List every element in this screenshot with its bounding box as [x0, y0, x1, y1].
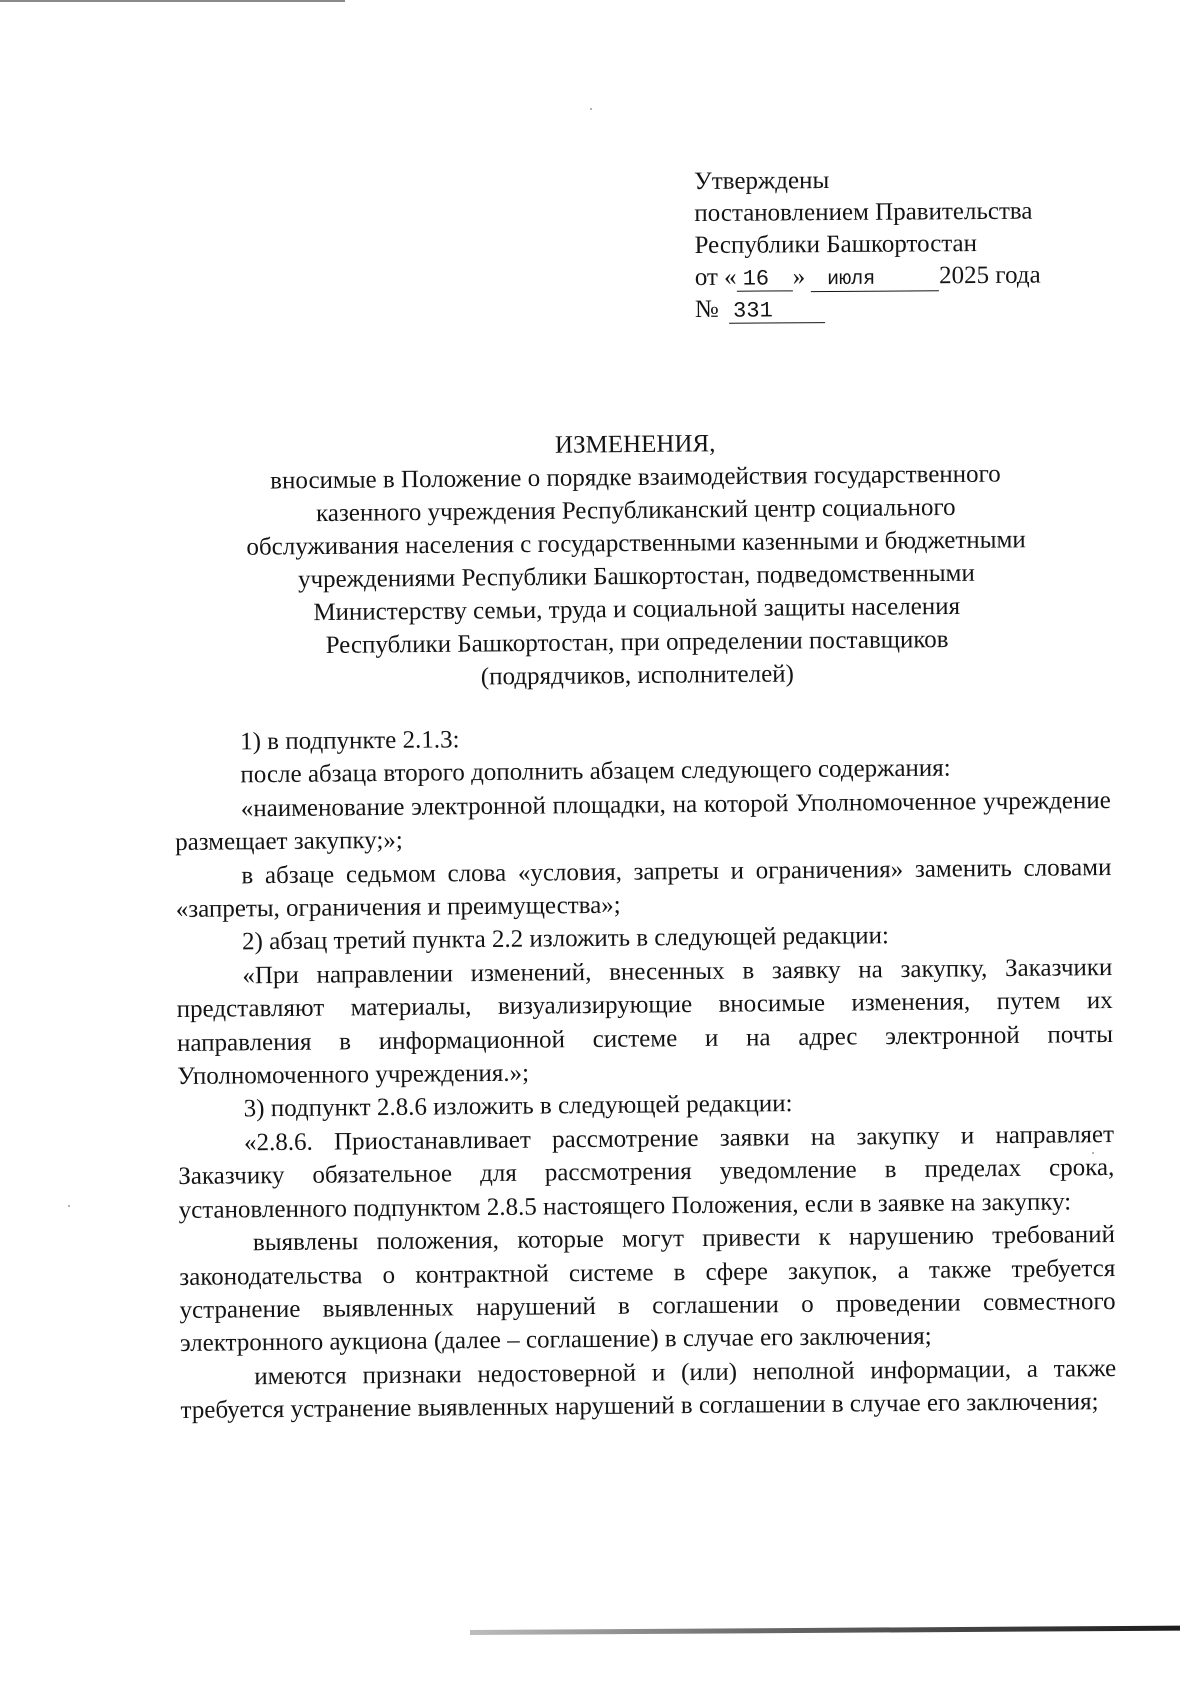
body-paragraph: выявлены положения, которые могут привести к нарушению требований законодательства о контрактной системе в сфере закупок, а также требуется устранение выявленных нарушений в соглашении о проведении совместного электронного аукциона (далее – соглашение) в случае его заключения; [179, 1221, 1116, 1358]
approval-line-approved: Утверждены [694, 167, 830, 195]
approval-number-line [695, 292, 1041, 326]
document-body [174, 717, 1117, 1427]
approval-block [694, 164, 1041, 326]
approval-number: 331 [729, 300, 825, 324]
body-paragraph: 1) в подпункте 2.1.3: [240, 726, 460, 756]
approval-date-line [695, 260, 1041, 294]
title-line: (подрядчиков, исполнителей) [480, 660, 795, 691]
approval-line-republic: Республики Башкортостан [694, 230, 978, 259]
scan-artifact-top-line [0, 0, 345, 2]
number-prefix: № [694, 295, 719, 323]
approval-day: 16 [737, 268, 793, 291]
body-paragraph: после абзаца второго дополнить абзацем следующего содержания: [240, 754, 951, 789]
title-line: учреждениями Республики Башкортостан, подведомственными [297, 559, 975, 594]
body-paragraph: 2) абзац третий пункта 2.2 изложить в следующей редакции: [241, 922, 890, 956]
title-line: Министерству семьи, труда и социальной защиты населения [313, 592, 961, 627]
scan-artifact-speck [590, 108, 592, 110]
approval-month: июля [811, 268, 939, 292]
body-paragraph: в абзаце седьмом слова «условия, запреты и ограничения» заменить словами «запреты, ограничения и преимущества»; [175, 853, 1112, 924]
body-paragraph: «2.8.6. Приостанавливает рассмотрение заявки на закупку и направляет Заказчику обязательное для рассмотрения уведомление в пределах срока, установленного подпунктом 2.8.5 настоящего Положения, если в заявке на закупку: [178, 1120, 1115, 1224]
title-subtitle [170, 457, 1102, 697]
body-paragraph: «наименование электронной площадки, на которой Уполномоченное учреждение размещает закупку;»; [174, 786, 1111, 857]
approval-year: 2025 года [939, 261, 1041, 290]
body-paragraph: «При направлении изменений, внесенных в заявку на закупку, Заказчики представляют материалы, визуализирующие вносимые изменения, путем их направления в информационной системе и на адрес электронной почты Уполномоченного учреждения.»; [176, 953, 1114, 1091]
scan-artifact-speck [68, 1205, 70, 1207]
date-mid: » [792, 263, 806, 291]
date-prefix: от « [694, 263, 737, 291]
title-line: обслуживания населения с государственными казенными и бюджетными [246, 526, 1026, 561]
body-paragraph: имеются признаки недостоверной и (или) неполной информации, а также требуется устранение выявленных нарушений в соглашении в случае его заключения; [180, 1354, 1117, 1425]
title-line: Республики Башкортостан, при определении поставщиков [325, 626, 949, 659]
title-line: казенного учреждения Республиканский центр социального [315, 493, 956, 528]
title-line: вносимые в Положение о порядке взаимодействия государственного [270, 460, 1001, 495]
body-paragraph: 3) подпункт 2.8.6 изложить в следующей редакции: [243, 1090, 793, 1123]
scan-artifact-bottom-line [470, 1626, 1180, 1635]
title-heading: ИЗМЕНЕНИЯ, [554, 430, 716, 459]
document-title [170, 424, 1102, 697]
approval-line-decree: постановлением Правительства [694, 197, 1033, 227]
